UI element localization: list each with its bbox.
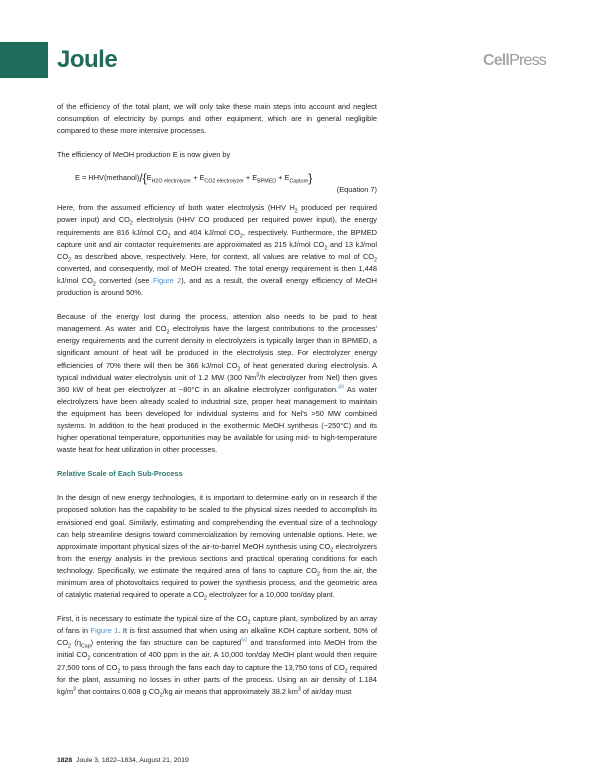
page-footer [57, 757, 189, 764]
paragraph-2: The efficiency of MeOH production E is now given by [57, 150, 231, 160]
paragraph-4: Because of the energy lost during the process, attention also needs to be paid to heat management. As water and $CO_2$ electrolysis have the largest contributions to the processes' energy requirements and the current density in electrolyzers is typically larger than in BPMED, a significant amount of heat will be produced in the electrolysis step. For electrolyzer energy efficiencies of 70% there will then be 366 kJ/mol $CO_2$ of heat generated during electrolysis. A typical individual water electrolysis unit of 1.2 MW (300 Nm$^3$/h electrolyzer from Nel) then gives 360 kW of heat per electrolyzer at ~80°C in an alkaline electrolyzer configuration.$^{49}$ As water electrolyzers have been already scaled to industrial size, proper heat management to maintain the equipment has been developed for individual systems and for Nel's >50 MW combined systems. In addition to the heat produced in the exothermic MeOH synthesis (~250°C) and its higher operational temperature, opportunities may be available for using mid- to high-temperature waste heat for heat utilization in other processes. [57, 312, 378, 455]
figure-1-link[interactable]: Figure 1 [90, 626, 119, 636]
equation-body: $E = HHV(methanol)/\{E_{H2O electrolyzer} + E_{CO2 electrolyzer} + E_{BPMED} + E_{Capture}\}$ [75, 171, 313, 186]
reference-49-link[interactable]: 49 [338, 384, 344, 391]
paragraph-1: of the efficiency of the total plant, we will only take these main steps into account and neglect consumption of electricity by pumps and other equipment, which are in general negligible compared to these more intensive processes. [57, 102, 377, 136]
page-number: 1828 [57, 757, 73, 764]
figure-2-link[interactable]: Figure 2 [152, 275, 182, 285]
journal-color-bar [0, 42, 48, 78]
publisher-logo-light: Press [509, 52, 546, 69]
paragraph-5: In the design of new energy technologies, it is important to determine early on in research if the proposed solution has the capability to be scaled to the physical sizes needed to accomplish its envisioned end goal. Similarly, estimating and comprehending the eventual size of a technology can help streamline designs toward commercialization by removing untenable options. Here, we approximate important physical sizes of the air-to-barrel MeOH synthesis using $CO_2$ electrolyzers from the energy analysis in the previous sections and practical operating conditions for each technology. Specifically, we estimate the required area of fans to capture $CO_2$ from the air, the minimum area of photovoltaics required to power the synthesis process, and the geometric area of catalytic material required to operate a $CO_2$ electrolyzer for a 10,000 ton/day plant. [57, 493, 378, 602]
journal-title: Joule [57, 46, 118, 73]
reference-50-link[interactable]: 50 [241, 637, 248, 644]
publisher-logo-bold: Cell [482, 52, 510, 69]
citation: Joule 3, 1822–1834, August 21, 2019 [76, 757, 189, 764]
equation-number: (Equation 7) [336, 185, 377, 195]
paragraph-6: First, it is necessary to estimate the typical size of the $CO_2$ capture plant, symbolized by an array of fans in Figure 1. It is first assumed that when using an alkaline KOH capture sorbent, 50% of $CO_2$ $(\eta_{Cap})$ entering the fan structure can be captured$^{50}$ and transformed into MeOH from the initial $CO_2$ concentration of 400 ppm in the air. A 10,000 ton/day MeOH plant would then require 27,500 tons of $CO_2$ to pass through the fans each day to capture the 13,750 tons of $CO_2$ required for the plant, assuming no losses in other parts of the process. Using an air density of 1.184 $kg/m^3$ that contains 0.608 g $CO_2/kg$ air means that approximately 38.2 $km^3$ of air/day must [57, 614, 377, 699]
article-body [57, 101, 377, 710]
paragraph-3: Here, from the assumed efficiency of both water electrolysis (HHV $H_2$ produced per required power input) and $CO_2$ electrolysis (HHV CO produced per required power input), the energy requirements are 816 kJ/mol $CO_2$ and 404 kJ/mol $CO_2$, respectively. Furthermore, the BPMED capture unit and air contactor requirements are approximated as 215 kJ/mol $CO_2$ and 13 kJ/mol $CO_2$ as described above, respectively. Here, for context, all values are relative to mol of $CO_2$ converted, and consequently, mol of MeOH created. The total energy requirement is then 1,448 kJ/mol $CO_2$ converted (see Figure 2), and as a result, the overall energy efficiency of MeOH production is around 50%. [57, 203, 377, 298]
section-heading: Relative Scale of Each Sub-Process [57, 469, 183, 479]
equation-7 [57, 170, 377, 195]
publisher-logo [483, 51, 546, 71]
